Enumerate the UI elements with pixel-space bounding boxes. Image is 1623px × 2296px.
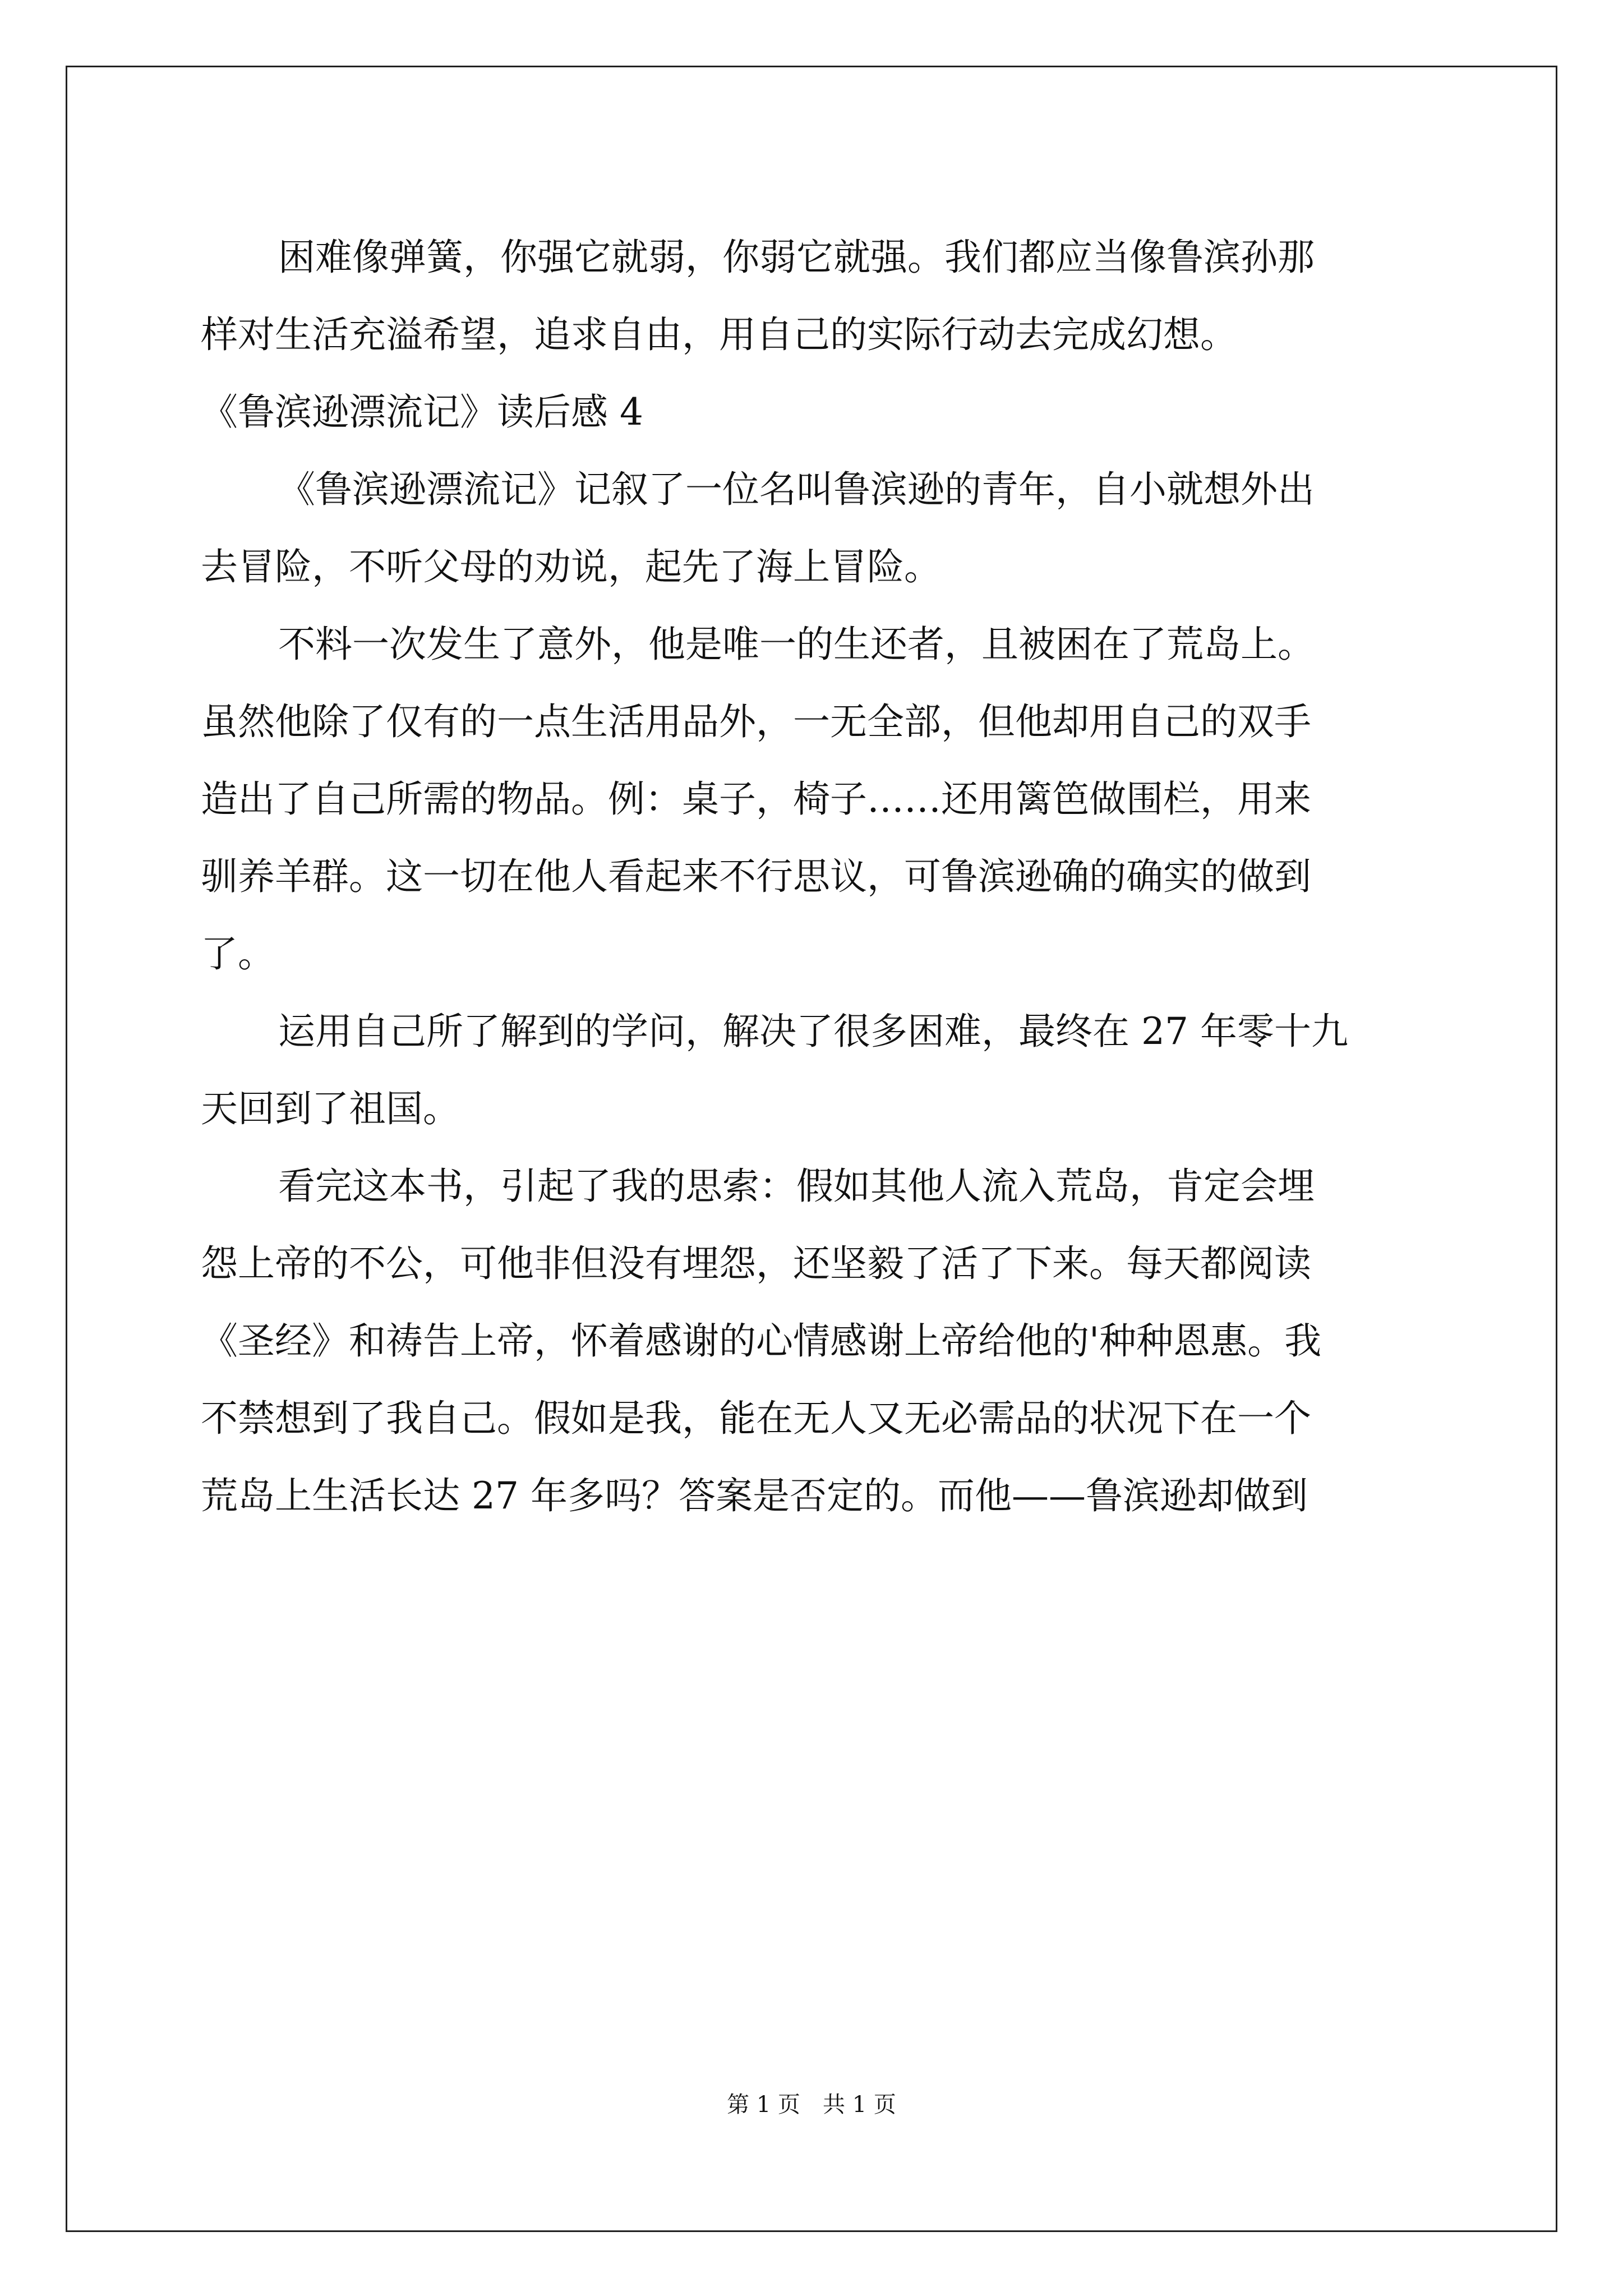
text-line: 虽然他除了仅有的一点生活用品外，一无全部，但他却用自己的双手 (201, 700, 1311, 743)
text-line: 去冒险，不听父母的劝说，起先了海上冒险。 (201, 545, 941, 588)
text-line: 《圣经》和祷告上帝，怀着感谢的心情感谢上帝给他的'种种恩惠。我 (201, 1319, 1322, 1363)
text-line: 不禁想到了我自己。假如是我，能在无人又无必需品的状况下在一个 (201, 1397, 1311, 1440)
section-heading: 《鲁滨逊漂流记》读后感 4 (201, 390, 643, 434)
document-body (201, 219, 1437, 1535)
text-line: 运用自己所了解到的学问，解决了很多困难，最终在 27 年零十九 (278, 1010, 1348, 1053)
page-number: 第 1 页 (727, 2092, 800, 2118)
page-total: 共 1 页 (823, 2092, 896, 2118)
page-footer (0, 2091, 1623, 2118)
text-line: 驯养羊群。这一切在他人看起来不行思议，可鲁滨逊确的确实的做到 (201, 855, 1311, 898)
text-line: 荒岛上生活长达 27 年多吗？答案是否定的。而他——鲁滨逊却做到 (201, 1474, 1308, 1517)
text-line: 怨上帝的不公，可他非但没有埋怨，还坚毅了活了下来。每天都阅读 (201, 1242, 1311, 1285)
text-line: 了。 (201, 932, 275, 976)
text-line: 看完这本书，引起了我的思索：假如其他人流入荒岛，肯定会埋 (278, 1165, 1315, 1208)
text-line: 造出了自己所需的物品。例：桌子，椅子……还用篱笆做围栏，用来 (201, 777, 1311, 821)
text-line: 《鲁滨逊漂流记》记叙了一位名叫鲁滨逊的青年，自小就想外出 (278, 468, 1315, 511)
text-line: 天回到了祖国。 (201, 1087, 460, 1130)
text-line: 困难像弹簧，你强它就弱，你弱它就强。我们都应当像鲁滨孙那 (278, 236, 1315, 279)
text-line: 样对生活充溢希望，追求自由，用自己的实际行动去完成幻想。 (201, 313, 1237, 356)
text-line: 不料一次发生了意外，他是唯一的生还者，且被困在了荒岛上。 (278, 623, 1315, 666)
